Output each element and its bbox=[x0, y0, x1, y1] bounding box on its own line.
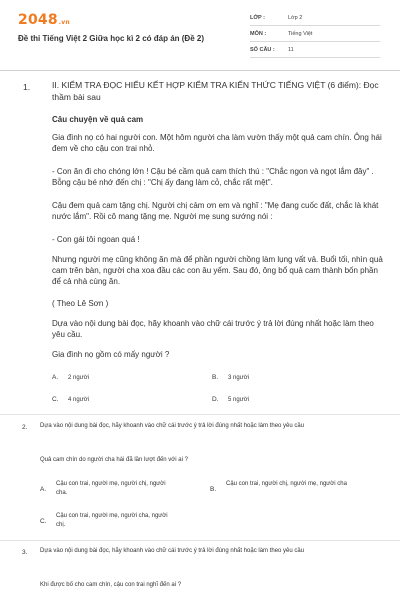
meta-value: Lớp 2 bbox=[288, 14, 303, 21]
option-text: Cậu con trai, người chị, người mẹ, người cha bbox=[226, 481, 347, 487]
passage-paragraph: - Con gái tôi ngoan quá ! bbox=[52, 235, 140, 244]
answer-options bbox=[40, 476, 347, 536]
option-text: 2 người bbox=[68, 375, 89, 381]
logo-suffix: .vn bbox=[58, 19, 70, 26]
passage-source: ( Theo Lê Sơn ) bbox=[52, 299, 109, 308]
meta-row-count bbox=[250, 42, 380, 58]
question-divider bbox=[0, 414, 400, 415]
option-a[interactable] bbox=[40, 480, 190, 497]
question-instruction: Dựa vào nội dung bài đọc, hãy khoanh vào chữ cái trước ý trả lời đúng nhất hoặc làm theo yêu cầu bbox=[40, 423, 305, 429]
meta-value: 11 bbox=[288, 46, 294, 53]
option-c[interactable] bbox=[40, 512, 190, 529]
option-text: 4 người bbox=[68, 397, 89, 403]
option-text: 5 người bbox=[228, 397, 249, 403]
option-letter: A. bbox=[52, 374, 59, 381]
meta-table bbox=[250, 10, 380, 58]
meta-value: Tiếng Việt bbox=[288, 30, 313, 37]
section-heading: II. KIỂM TRA ĐỌC HIỂU KẾT HỢP KIỂM TRA KIẾN THỨC TIẾNG VIỆT (6 điểm): Đọc thầm bài sau bbox=[52, 80, 379, 102]
meta-key: MÔN : bbox=[250, 30, 267, 37]
page-header bbox=[0, 0, 400, 62]
option-b[interactable] bbox=[210, 480, 370, 493]
meta-key: SỐ CÂU : bbox=[250, 46, 275, 53]
logo-main: 2048 bbox=[18, 12, 58, 28]
meta-row-class bbox=[250, 10, 380, 26]
question-divider bbox=[0, 540, 400, 541]
story-title: Câu chuyện về quả cam bbox=[52, 115, 144, 124]
option-letter: B. bbox=[210, 486, 217, 493]
site-logo[interactable] bbox=[18, 12, 70, 28]
question-prompt: Quả cam chín do người cha hái đã lần lượt đến với ai ? bbox=[40, 457, 188, 463]
passage-paragraph: Cậu đem quả cam tặng chị. Người chị cảm ơn em và nghĩ : "Mẹ đang cuốc đất, chắc là khát nước lắm". Rồi cô mang tặng mẹ. Người mẹ sung sướng nói : bbox=[52, 201, 379, 221]
option-letter: C. bbox=[40, 518, 47, 525]
question-instruction: Dựa vào nội dung bài đọc, hãy khoanh vào chữ cái trước ý trả lời đúng nhất hoặc làm theo yêu cầu bbox=[40, 548, 305, 554]
option-text: Cậu con trai, người mẹ, người chị, người cha. bbox=[56, 481, 166, 496]
passage-paragraph: Nhưng người mẹ cũng không ăn mà để phần người chồng làm lụng vất vả. Buổi tối, nhìn quả cam trên bàn, người cha xoa đầu các con âu yếm. Sau đó, ông bổ quả cam thành bốn phần để cả nhà cùng ăn. bbox=[52, 255, 383, 286]
option-letter: D. bbox=[212, 396, 219, 403]
question-number: 1. bbox=[23, 82, 31, 92]
passage-paragraph: Gia đình nọ có hai người con. Một hôm người cha làm vườn thấy một quả cam chín. Ông hái đem về cho cậu con trai nhỏ. bbox=[52, 133, 382, 153]
question-prompt: Khi được bố cho cam chín, cậu con trai nghĩ đến ai ? bbox=[40, 582, 182, 588]
option-d[interactable] bbox=[212, 396, 249, 405]
page-title: Đề thi Tiếng Việt 2 Giữa học kì 2 có đáp án (Đề 2) bbox=[18, 34, 204, 43]
option-a[interactable] bbox=[52, 374, 89, 383]
header-divider bbox=[0, 70, 400, 71]
option-text: Cậu con trai, người mẹ, người cha, người chị. bbox=[56, 513, 168, 528]
option-c[interactable] bbox=[52, 396, 89, 405]
answer-options bbox=[52, 374, 352, 414]
option-letter: A. bbox=[40, 486, 47, 493]
meta-key: LỚP : bbox=[250, 14, 265, 21]
option-text: 3 người bbox=[228, 375, 249, 381]
question-prompt: Gia đình nọ gồm có mấy người ? bbox=[52, 350, 170, 359]
passage-instruction: Dựa vào nội dung bài đọc, hãy khoanh vào chữ cái trước ý trả lời đúng nhất hoặc làm theo yêu cầu. bbox=[52, 319, 374, 339]
question-number: 2. bbox=[22, 424, 28, 431]
question-number: 3. bbox=[22, 549, 28, 556]
meta-row-subject bbox=[250, 26, 380, 42]
option-b[interactable] bbox=[212, 374, 249, 383]
option-letter: C. bbox=[52, 396, 59, 403]
option-letter: B. bbox=[212, 374, 219, 381]
passage-paragraph: - Con ăn đi cho chóng lớn ! Cậu bé cầm quả cam thích thú : "Chắc ngon và ngọt lắm đây" . Bỗng cậu bé nhớ đến chị : "Chị ấy đang làm cỏ, chắc rất mệt". bbox=[52, 167, 374, 187]
